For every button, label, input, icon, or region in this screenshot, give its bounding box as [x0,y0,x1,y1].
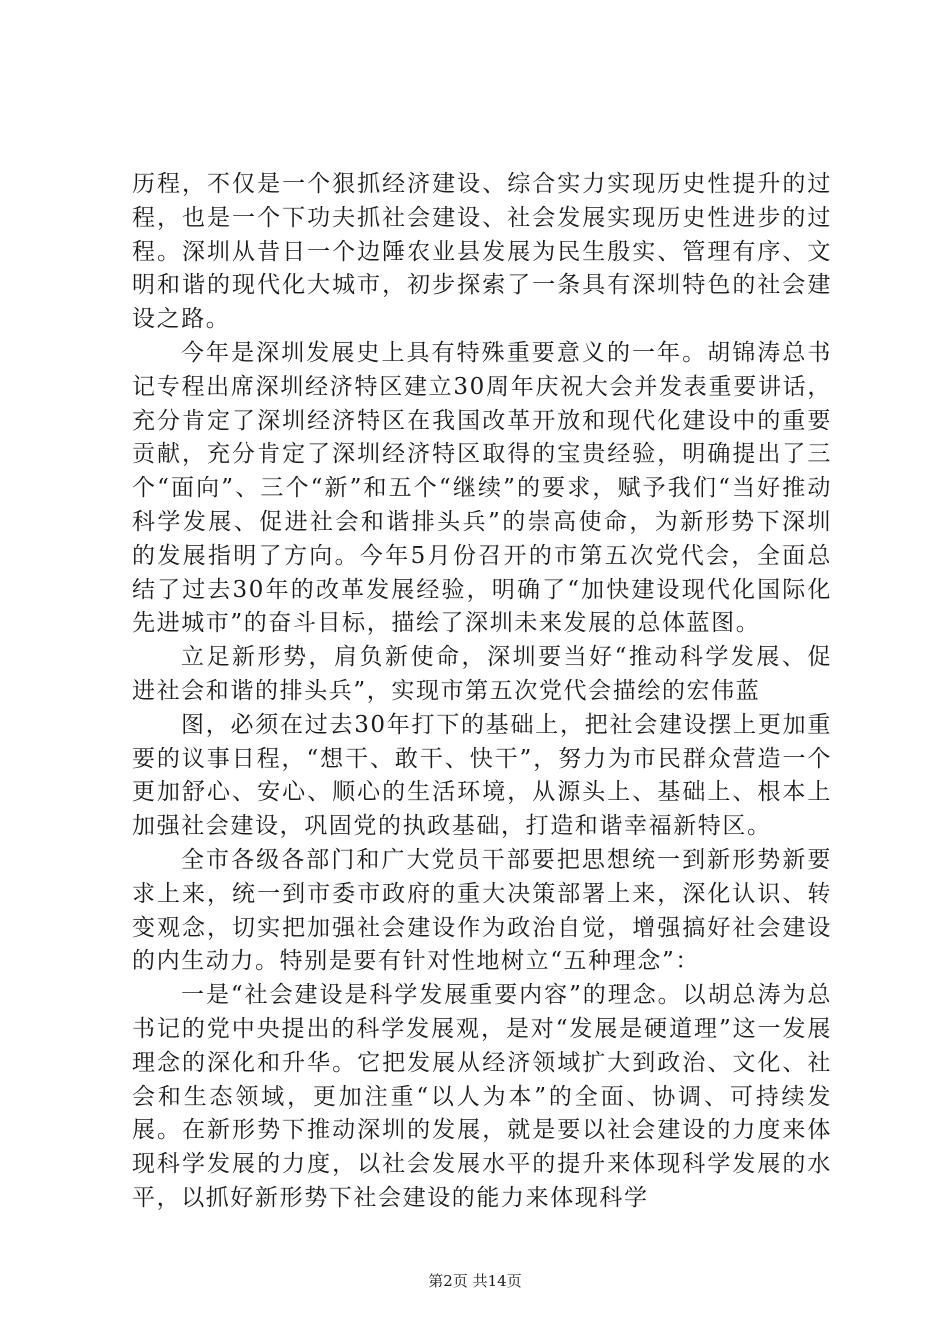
paragraph-2: 今年是深圳发展史上具有特殊重要意义的一年。胡锦涛总书记专程出席深圳经济特区建立30周年庆祝大会并发表重要讲话，充分肯定了深圳经济特区在我国改革开放和现代化建设中的重要贡献，充分肯定了深圳经济特区取得的宝贵经验，明确提出了三个“面向”、三个“新”和五个“继续”的要求，赋予我们“当好推动科学发展、促进社会和谐排头兵”的崇高使命，为新形势下深圳的发展指明了方向。今年5月份召开的市第五次党代会，全面总结了过去30年的改革发展经验，明确了“加快建设现代化国际化先进城市”的奋斗目标，描绘了深圳未来发展的总体蓝图。 [132,339,832,637]
paragraph-5: 全市各级各部门和广大党员干部要把思想统一到新形势新要求上来，统一到市委市政府的重大决策部署上来，深化认识、转变观念，切实把加强社会建设作为政治自觉，增强搞好社会建设的内生动力。特别是要有针对性地树立“五种理念”： [132,846,832,975]
paragraph-1: 历程，不仅是一个狠抓经济建设、综合实力实现历史性提升的过程，也是一个下功夫抓社会建设、社会发展实现历史性进步的过程。深圳从昔日一个边陲农业县发展为民生殷实、管理有序、文明和谐的现代化大城市，初步探索了一条具有深圳特色的社会建设之路。 [132,171,832,333]
document-body [132,168,832,1216]
paragraph-4: 图，必须在过去30年打下的基础上，把社会建设摆上更加重要的议事日程，“想干、敢干、快干”，努力为市民群众营造一个更加舒心、安心、顺心的生活环境，从源头上、基础上、根本上加强社会建设，巩固党的执政基础，打造和谐幸福新特区。 [132,711,832,840]
paragraph-3: 立足新形势，肩负新使命，深圳要当好“推动科学发展、促进社会和谐的排头兵”，实现市第五次党代会描绘的宏伟蓝 [132,644,832,704]
page-number-footer: 第2页 共14页 [428,1272,522,1290]
paragraph-6: 一是“社会建设是科学发展重要内容”的理念。以胡总涛为总书记的党中央提出的科学发展观，是对“发展是硬道理”这一发展理念的深化和升华。它把发展从经济领域扩大到政治、文化、社会和生态领域，更加注重“以人为本”的全面、协调、可持续发展。在新形势下推动深圳的发展，就是要以社会建设的力度来体现科学发展的力度，以社会发展水平的提升来体现科学发展的水平，以抓好新形势下社会建设的能力来体现科学 [132,982,832,1211]
